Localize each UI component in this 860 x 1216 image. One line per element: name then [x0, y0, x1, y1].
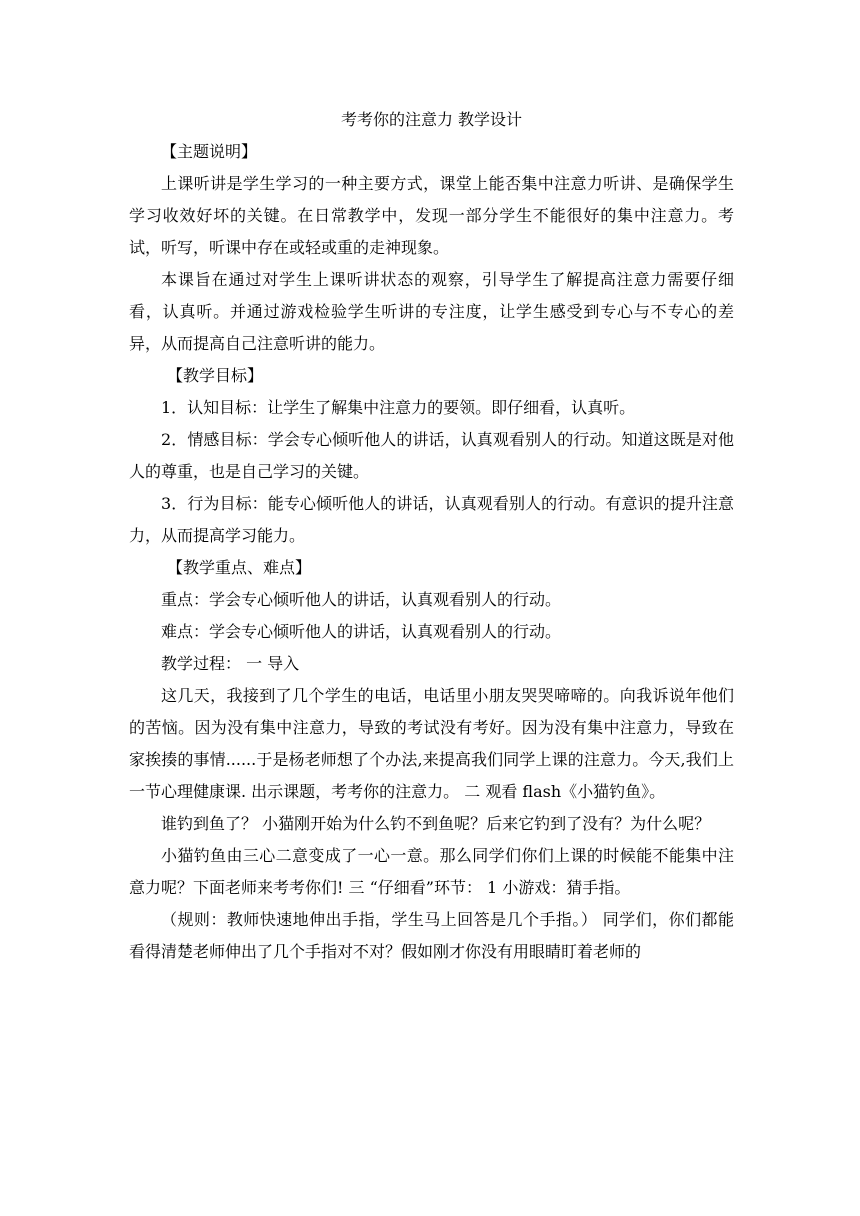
paragraph-intro: 这几天，我接到了几个学生的电话，电话里小朋友哭哭啼啼的。向我诉说年他们的苦恼。因为没有集中注意力，导致的考试没有考好。因为没有集中注意力，导致在家挨揍的事情......于是杨老师想了个办法,来提高我们同学上课的注意力。今天,我们上一节心理健康课. 出示课题，考考你的注意力。 二 观看 flash《小猫钓鱼》。: [129, 686, 734, 801]
paragraph-difficult-point: 难点：学会专心倾听他人的讲话，认真观看别人的行动。: [161, 622, 562, 641]
paragraph-key-point: 重点：学会专心倾听他人的讲话，认真观看别人的行动。: [161, 590, 562, 609]
section-heading-theme: 【主题说明】: [161, 142, 258, 161]
paragraph-theme-2: 本课旨在通过对学生上课听讲状态的观察，引导学生了解提高注意力需要仔细看，认真听。并通过游戏检验学生听讲的专注度，让学生感受到专心与不专心的差异，从而提高自己注意听讲的能力。: [129, 270, 734, 353]
paragraph-questions: 谁钓到鱼了？ 小猫刚开始为什么钓不到鱼呢？后来它钓到了没有？为什么呢？: [161, 814, 711, 833]
document-body: [129, 104, 734, 968]
paragraph-observe: 小猫钓鱼由三心二意变成了一心一意。那么同学们你们上课的时候能不能集中注意力呢？下面老师来考考你们! 三 “仔细看”环节： 1 小游戏：猜手指。: [129, 846, 734, 897]
section-heading-key-points: 【教学重点、难点】: [167, 558, 312, 577]
paragraph-objective-1: 1．认知目标：让学生了解集中注意力的要领。即仔细看，认真听。: [161, 398, 636, 417]
section-heading-objectives: 【教学目标】: [167, 366, 264, 385]
paragraph-theme-1: 上课听讲是学生学习的一种主要方式，课堂上能否集中注意力听讲、是确保学生学习收效好坏的关键。在日常教学中，发现一部分学生不能很好的集中注意力。考试，听写，听课中存在或轻或重的走神现象。: [129, 174, 734, 257]
paragraph-objective-3: 3．行为目标：能专心倾听他人的讲话，认真观看别人的行动。有意识的提升注意力，从而提高学习能力。: [129, 494, 734, 545]
document-title: 考考你的注意力 教学设计: [340, 110, 523, 129]
paragraph-game-rules: （规则：教师快速地伸出手指，学生马上回答是几个手指。） 同学们，你们都能看得清楚老师伸出了几个手指对不对？假如刚才你没有用眼睛盯着老师的: [129, 910, 734, 961]
paragraph-process-heading: 教学过程： 一 导入: [161, 654, 300, 673]
paragraph-objective-2: 2．情感目标：学会专心倾听他人的讲话，认真观看别人的行动。知道这既是对他人的尊重，也是自己学习的关键。: [129, 430, 734, 481]
